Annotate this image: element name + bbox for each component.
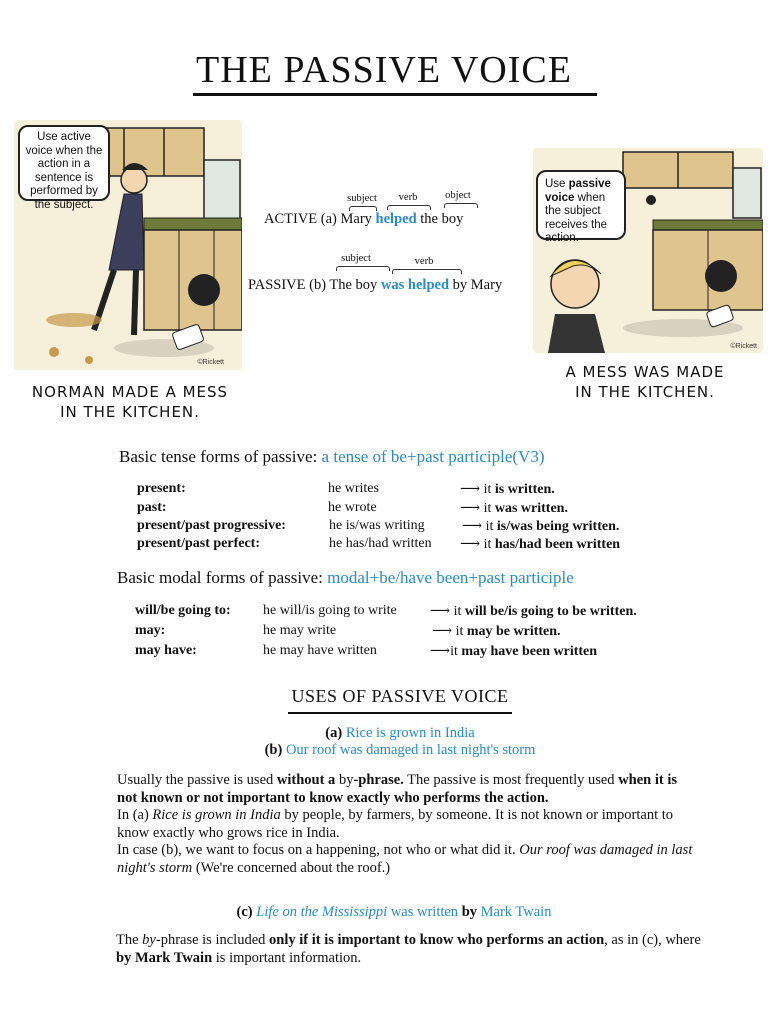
modal-heading: Basic modal forms of passive: modal+be/have been+past participle [117, 568, 574, 587]
page-title: THE PASSIVE VOICE [196, 49, 572, 91]
passive-brace-verb [392, 269, 462, 274]
left-signature: ©Rickett [197, 359, 224, 366]
tense-row-label: present/past progressive: [137, 518, 286, 533]
tense-row-passive: ⟶ it was written. [460, 501, 568, 516]
paragraph-by-phrase: Usually the passive is used without a by-phrase. The passive is most frequently used when it is not known or not important to know exactly who performs the action. In (a) Rice is grown in India by people, by farmers, by someone. It is not known or important to know exactly who grows rice in India. In case (b), we want to focus on a happening, not who or what did it. Our roof was damaged in last night's storm (We're concerned about the roof.) [117, 772, 693, 876]
modal-row-label: will/be going to: [135, 603, 231, 618]
active-brace-object [444, 203, 478, 208]
uses-title: USES OF PASSIVE VOICE [291, 686, 509, 706]
passive-verb: was helped [380, 277, 450, 293]
left-caption: NORMAN MADE A MESS IN THE KITCHEN. [31, 383, 229, 421]
tense-row-active: he wrote [328, 500, 377, 515]
tense-row-passive: ⟶ it has/had been written [460, 537, 621, 552]
passive-sentence: PASSIVE (b) The boy was helped by Mary [248, 277, 503, 293]
modal-row-active: he may write [263, 623, 337, 638]
example-c: (c) Life on the Mississippi was written by Mark Twain [236, 904, 552, 920]
modal-row-label: may have: [135, 643, 197, 658]
active-label-object: object [445, 190, 471, 201]
tense-row-label: present: [137, 481, 186, 496]
left-speech-bubble: Use active voice when the action in a sentence is performed by the subject. [18, 125, 110, 201]
uses-underline [288, 712, 512, 714]
passive-label-subject: subject [341, 253, 371, 264]
tense-row-passive: ⟶ it is written. [460, 482, 555, 497]
modal-row-label: may: [135, 623, 166, 638]
active-label-subject: subject [347, 193, 377, 204]
paragraph-mark-twain: The by-phrase is included only if it is important to know who performs an action, as in (c), where by Mark Twain is important information. [116, 932, 701, 966]
right-signature: ©Rickett [730, 343, 757, 350]
active-brace-verb [387, 205, 431, 210]
tense-row-active: he has/had written [329, 536, 432, 551]
active-label-verb: verb [398, 192, 418, 203]
modal-row-passive: ⟶it may have been written [430, 644, 598, 659]
active-verb: helped [375, 211, 417, 227]
example-b: (b) Our roof was damaged in last night's storm [264, 742, 536, 758]
modal-row-passive: ⟶ it may be written. [432, 624, 561, 639]
title-underline [193, 93, 597, 96]
example-a: (a) Rice is grown in India [325, 725, 475, 741]
modal-row-active: he will/is going to write [263, 603, 397, 618]
modal-row-active: he may have written [263, 643, 377, 658]
modal-row-passive: ⟶ it will be/is going to be written. [430, 604, 637, 619]
right-speech-bubble: Use passive voice when the subject receives the action. [536, 170, 626, 240]
tense-row-passive: ⟶ it is/was being written. [462, 519, 620, 534]
active-sentence: ACTIVE (a) Mary helped the boy [264, 211, 464, 227]
passive-label-verb: verb [414, 256, 434, 267]
tense-row-active: he is/was writing [329, 518, 425, 533]
right-caption: A MESS WAS MADE IN THE KITCHEN. [565, 363, 725, 401]
tense-row-active: he writes [328, 481, 379, 496]
tense-row-label: past: [137, 500, 167, 515]
tense-heading: Basic tense forms of passive: a tense of be+past participle(V3) [119, 447, 545, 466]
tense-row-label: present/past perfect: [137, 536, 260, 551]
passive-brace-subject [336, 266, 390, 271]
